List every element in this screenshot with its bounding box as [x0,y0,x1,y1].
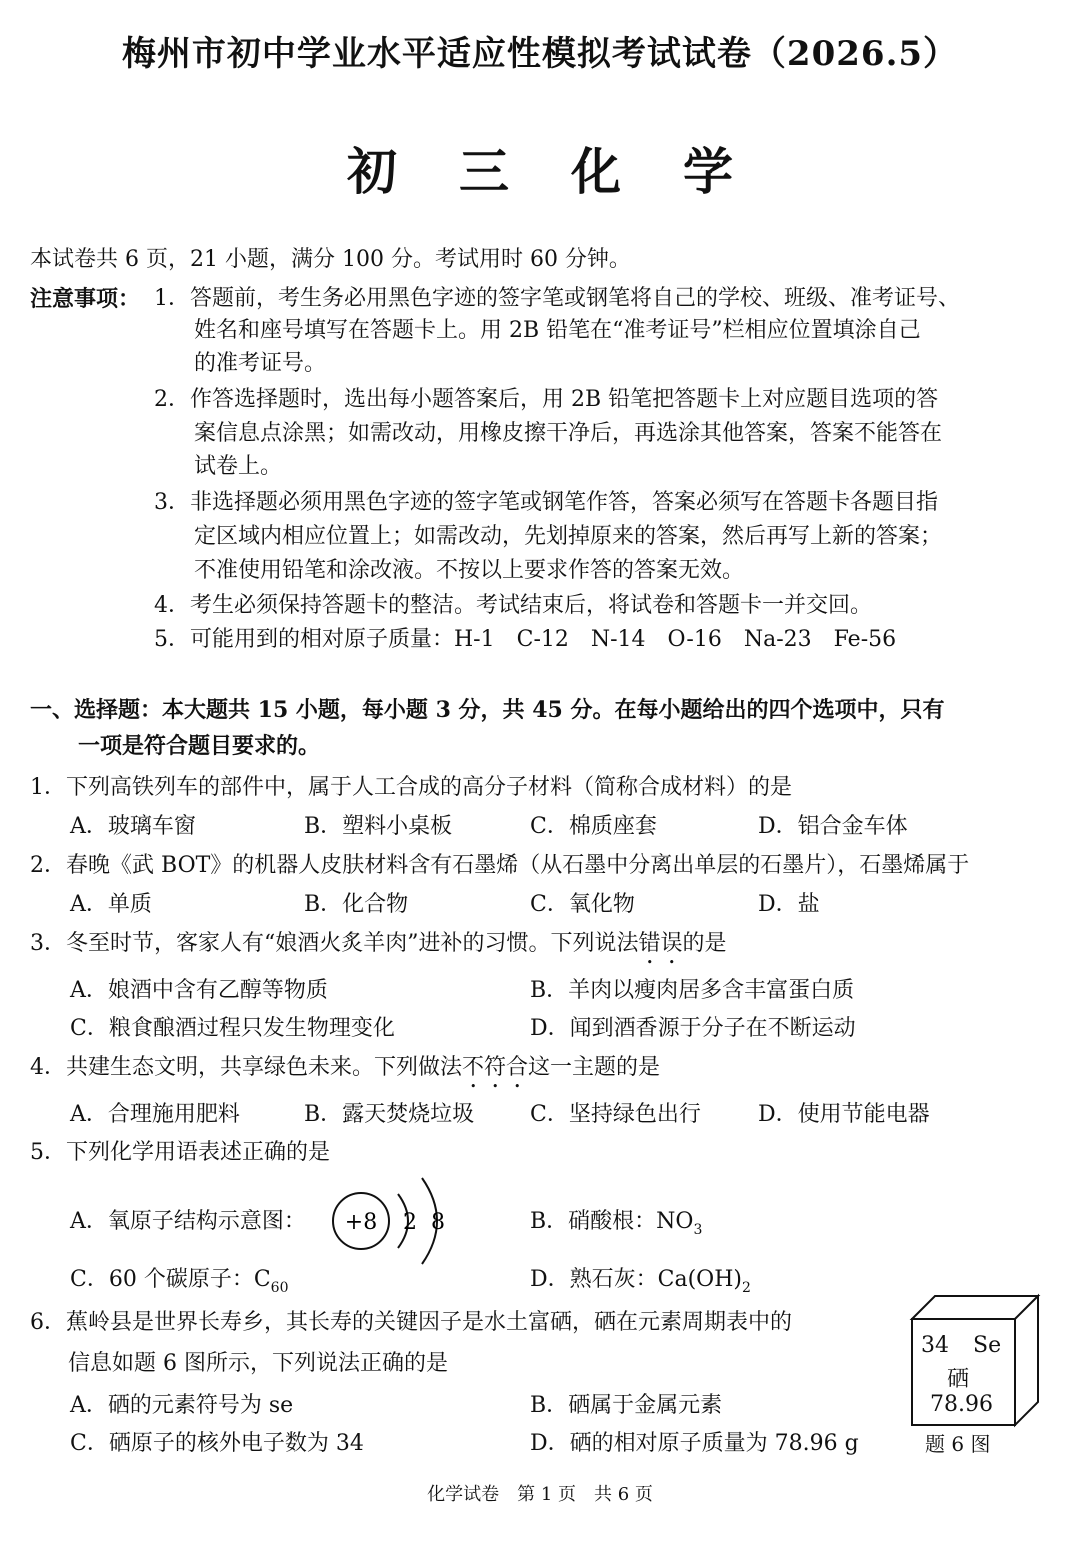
question-stem [30,928,727,969]
option-d: D．使用节能电器 [758,1102,930,1127]
option-a: A．单质 [70,892,152,917]
emphasized-word: 不符合 [462,1055,529,1080]
option-c: C．坚持绿色出行 [530,1102,701,1127]
option-c: C．粮食酿酒过程只发生物理变化 [70,1016,395,1041]
stem-text: 3．冬至时节，客家人有“娘酒火炙羊肉”进补的习惯。下列说法 [30,931,639,956]
section-heading: 一、选择题：本大题共 15 小题，每小题 3 分，共 45 分。在每小题给出的四个选项中，只有 [30,697,945,723]
note-line: 3．非选择题必须用黑色字迹的签字笔或钢笔作答，答案必须写在答题卡各题目指 [154,490,938,515]
option-a: A．娘酒中含有乙醇等物质 [70,978,328,1003]
option-b: B．露天焚烧垃圾 [304,1102,475,1127]
notes-label: 注意事项： [30,286,141,312]
option-c [70,1264,288,1296]
shell-1-electrons: 2 [403,1210,417,1235]
stem-text: 的是 [682,931,727,956]
subscript: 3 [693,1222,703,1238]
option-b: B．羊肉以瘦肉居多含丰富蛋白质 [530,978,855,1003]
note-line: 案信息点涂黑；如需改动，用橡皮擦干净后，再选涂其他答案，答案不能答在 [194,421,943,446]
atomic-number: 34 [921,1333,949,1358]
option-b [530,1206,702,1238]
intro-text: 本试卷共 6 页，21 小题，满分 100 分。考试用时 60 分钟。 [30,247,631,272]
option-text: B．硝酸根：NO [530,1209,694,1234]
option-b: B．化合物 [304,892,409,917]
option-d: D．闻到酒香源于分子在不断运动 [530,1016,856,1041]
option-c: C．硒原子的核外电子数为 34 [70,1431,364,1456]
element-symbol: Se [973,1333,1002,1358]
option-c: C．棉质座套 [530,814,657,839]
emphasized-word: 错误 [638,931,683,956]
shell-2-electrons: 8 [431,1210,445,1235]
atomic-mass: 78.96 [930,1392,993,1417]
note-line: 的准考证号。 [194,351,327,376]
option-d: D．盐 [758,892,820,917]
note-line: 姓名和座号填写在答题卡上。用 2B 铅笔在“准考证号”栏相应位置填涂自己 [194,318,921,343]
note-line: 4．考生必须保持答题卡的整洁。考试结束后，将试卷和答题卡一并交回。 [154,593,872,618]
stem-text: 4．共建生态文明，共享绿色未来。下列做法 [30,1055,462,1080]
page-footer: 化学试卷 第 1 页 共 6 页 [427,1484,653,1505]
note-line: 定区域内相应位置上；如需改动，先划掉原来的答案，然后再写上新的答案； [194,524,943,549]
option-b: B．硒属于金属元素 [530,1393,723,1418]
subject-title: 初三化学 [347,142,795,201]
option-text: C．60 个碳原子：C [70,1267,271,1292]
option-c: C．氧化物 [530,892,635,917]
note-line: 试卷上。 [194,454,283,479]
option-a: A．硒的元素符号为 se [70,1393,294,1418]
section-heading: 一项是符合题目要求的。 [78,733,321,759]
question-stem: 信息如题 6 图所示，下列说法正确的是 [68,1351,448,1376]
card-side-face [1015,1296,1038,1425]
option-b: B．塑料小桌板 [304,814,453,839]
option-d [530,1264,751,1296]
subscript: 60 [270,1280,289,1296]
option-d: D．铝合金车体 [758,814,908,839]
question-stem: 1．下列高铁列车的部件中，属于人工合成的高分子材料（简称合成材料）的是 [30,775,792,800]
exam-title: 梅州市初中学业水平适应性模拟考试试卷（2026.5） [121,34,959,74]
question-stem [30,1052,660,1093]
element-name: 硒 [947,1367,970,1392]
question-stem: 2．春晚《武 BOT》的机器人皮肤材料含有石墨烯（从石墨中分离出单层的石墨片），石墨烯属于 [30,853,970,878]
nucleus-charge: +8 [344,1210,378,1235]
option-a: A．氧原子结构示意图： [70,1209,306,1234]
note-line: 5．可能用到的相对原子质量：H-1 C-12 N-14 O-16 Na-23 Fe-56 [154,627,897,652]
question-stem: 6．蕉岭县是世界长寿乡，其长寿的关键因子是水土富硒，硒在元素周期表中的 [30,1310,792,1335]
note-line: 1．答题前，考生务必用黑色字迹的签字笔或钢笔将自己的学校、班级、准考证号、 [154,286,960,311]
note-line: 不准使用铅笔和涂改液。不按以上要求作答的答案无效。 [194,558,745,583]
oxygen-atom-diagram [326,1158,456,1268]
question-stem: 5．下列化学用语表述正确的是 [30,1140,330,1165]
stem-text: 这一主题的是 [528,1055,661,1080]
option-text: D．熟石灰：Ca(OH) [530,1267,742,1292]
note-line: 2．作答选择题时，选出每小题答案后，用 2B 铅笔把答题卡上对应题目选项的答 [154,387,939,412]
subscript: 2 [741,1280,751,1296]
option-a: A．合理施用肥料 [70,1102,240,1127]
option-a: A．玻璃车窗 [70,814,196,839]
option-d: D．硒的相对原子质量为 78.96 g [530,1431,859,1456]
figure-caption: 题 6 图 [925,1432,991,1456]
